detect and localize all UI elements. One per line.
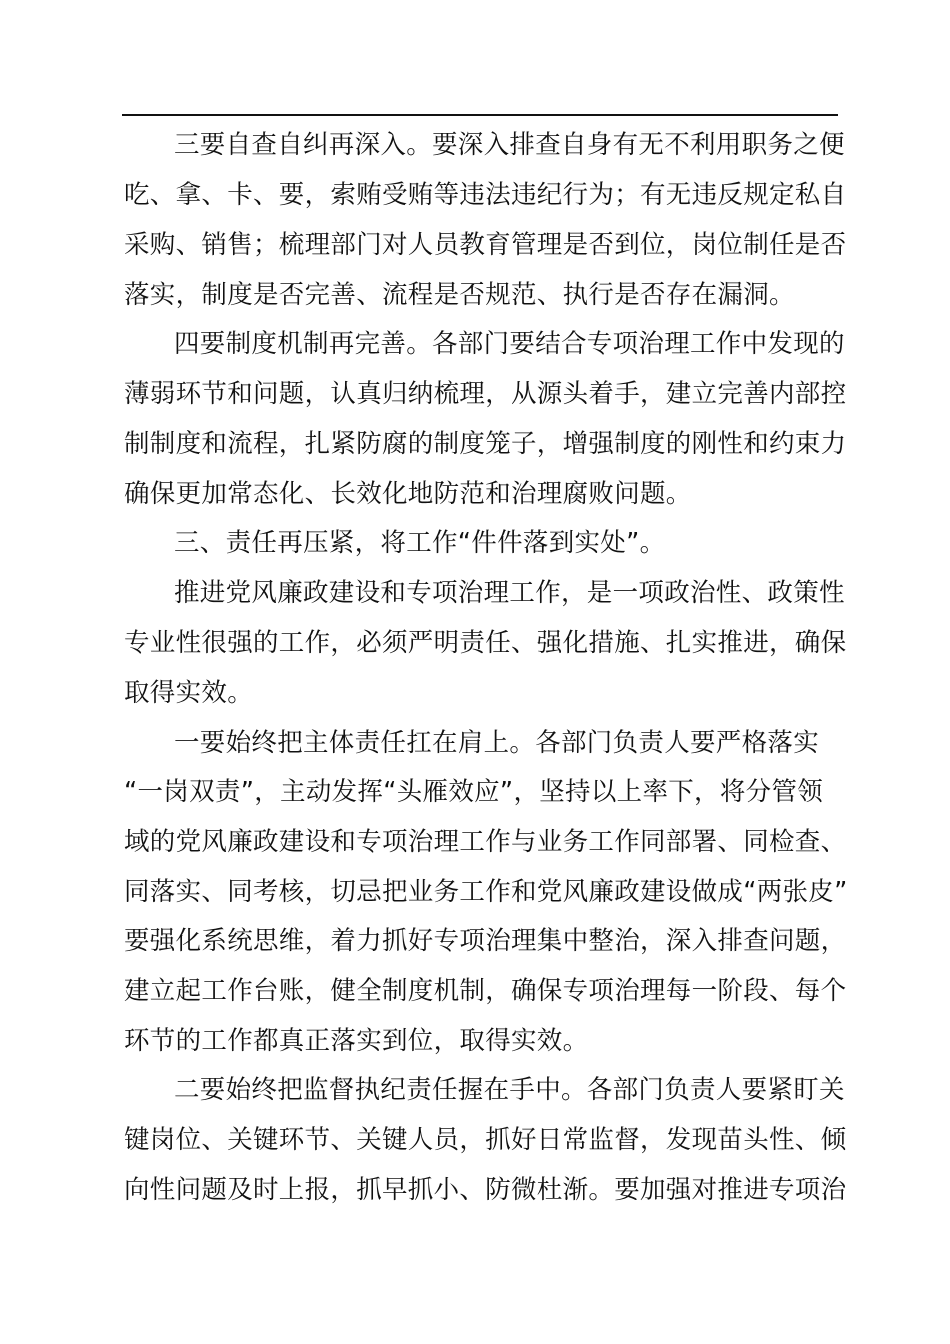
- section-heading: 三、责任再压紧，将工作“件件落到实处”。: [174, 528, 666, 558]
- text-line: 确保更加常态化、长效化地防范和治理腐败问题。: [124, 479, 692, 509]
- text-line: 域的党风廉政建设和专项治理工作与业务工作同部署、同检查、: [124, 827, 847, 857]
- text-line: 采购、销售；梳理部门对人员教育管理是否到位，岗位制任是否: [124, 230, 847, 260]
- text-line: 要强化系统思维，着力抓好专项治理集中整治，深入排查问题，: [124, 926, 847, 956]
- text-line: 制制度和流程，扎紧防腐的制度笼子，增强制度的刚性和约束力: [124, 429, 847, 459]
- text-line: 三要自查自纠再深入。要深入排查自身有无不利用职务之便: [174, 130, 845, 160]
- text-line: 落实，制度是否完善、流程是否规范、执行是否存在漏洞。: [124, 280, 795, 310]
- text-line: 四要制度机制再完善。各部门要结合专项治理工作中发现的: [174, 329, 845, 359]
- text-line: 薄弱环节和问题，认真归纳梳理，从源头着手，建立完善内部控: [124, 379, 847, 409]
- text-line: 向性问题及时上报，抓早抓小、防微杜渐。要加强对推进专项治: [124, 1175, 847, 1205]
- text-line: 环节的工作都真正落实到位，取得实效。: [124, 1026, 589, 1056]
- text-line: 吃、拿、卡、要，索贿受贿等违法违纪行为；有无违反规定私自: [124, 180, 847, 210]
- text-line: 键岗位、关键环节、关键人员，抓好日常监督，发现苗头性、倾: [124, 1125, 847, 1155]
- text-line: 建立起工作台账，健全制度机制，确保专项治理每一阶段、每个: [124, 976, 847, 1006]
- text-line: “一岗双责”，主动发挥“头雁效应”，坚持以上率下，将分管领: [124, 777, 824, 807]
- text-line: 推进党风廉政建设和专项治理工作，是一项政治性、政策性: [174, 578, 845, 608]
- text-line: 一要始终把主体责任扛在肩上。各部门负责人要严格落实: [174, 728, 820, 758]
- text-line: 专业性很强的工作，必须严明责任、强化措施、扎实推进，确保: [124, 628, 847, 658]
- text-line: 同落实、同考核，切忌把业务工作和党风廉政建设做成“两张皮”: [124, 877, 848, 907]
- text-line: 二要始终把监督执纪责任握在手中。各部门负责人要紧盯关: [174, 1075, 845, 1105]
- text-line: 取得实效。: [124, 678, 254, 708]
- header-rule: [122, 114, 838, 116]
